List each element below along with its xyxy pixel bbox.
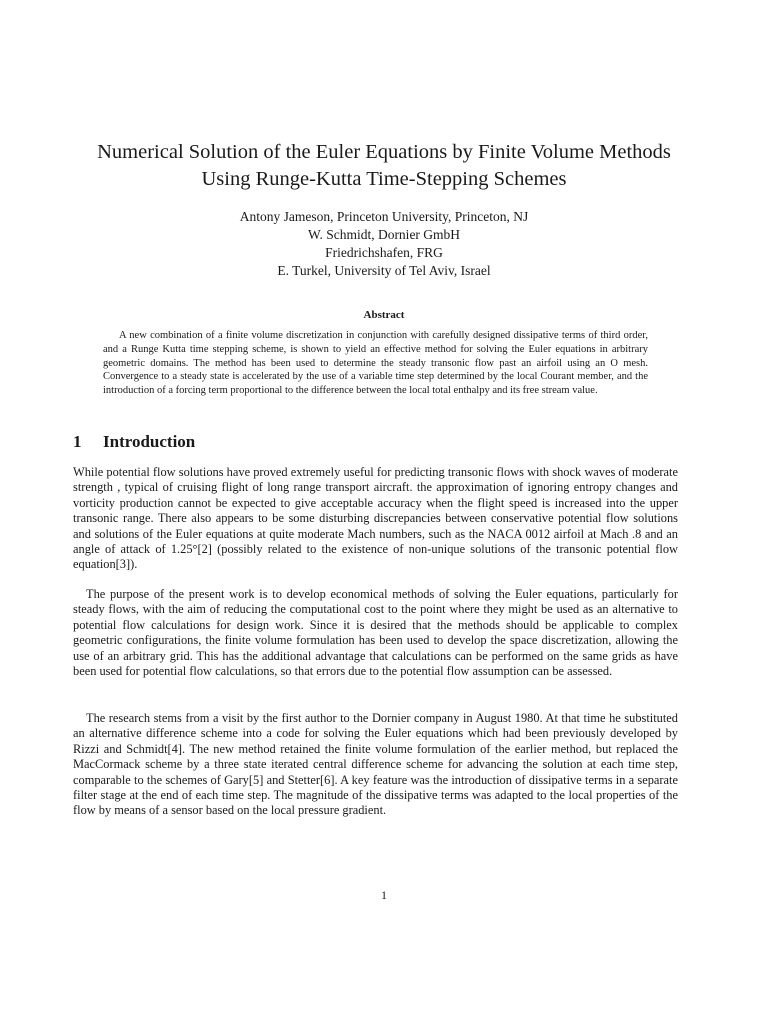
section-heading [73, 432, 195, 452]
paper-title [40, 139, 728, 193]
section-title: Introduction [103, 432, 196, 451]
author-line: Antony Jameson, Princeton University, Princeton, NJ [239, 209, 529, 224]
body-paragraph: While potential flow solutions have proved extremely useful for predicting transonic flows with shock waves of moderate strength , typical of cruising flight of long range transport aircraft. the approximation of ignoring entropy changes and vorticity production cannot be expected to give acceptable accuracy when the flight speed is increased into the upper transonic range. There also appears to be some disturbing discrepancies between conservative potential flow solutions and solutions of the Euler equations at quite moderate Mach numbers, such as the NACA 0012 airfoil at Mach .8 and an angle of attack of 1.25°[2] (possibly related to the existence of non-unique solutions of the transonic potential flow equation[3]). [73, 465, 678, 572]
body-paragraph: The purpose of the present work is to develop economical methods of solving the Euler equations, particularly for steady flows, with the aim of reducing the computational cost to the point where they might be used as an alternative to potential flow calculations for design work. Since it is desired that the methods should be applicable to complex geometric configurations, the finite volume formulation has been used to develop the space discretization, allowing the use of an arbitrary grid. This has the additional advantage that calculations can be performed on the same grids as have been used for potential flow calculations, so that errors due to the potential flow assumption can be assessed. [73, 587, 678, 679]
author-line: E. Turkel, University of Tel Aviv, Israel [277, 263, 491, 278]
author-list [40, 208, 728, 280]
abstract-body: A new combination of a finite volume discretization in conjunction with carefully designed dissipative terms of third order, and a Runge Kutta time stepping scheme, is shown to yield an effective method for solving the Euler equations in arbitrary geometric domains. The method has been used to determine the steady transonic flow past an airfoil using an O mesh. Convergence to a steady state is accelerated by the use of a variable time step determined by the local Courant member, and the introduction of a forcing term proportional to the difference between the local total enthalpy and its free stream value. [103, 330, 648, 397]
body-paragraph: The research stems from a visit by the first author to the Dornier company in August 1980. At that time he substituted an alternative difference scheme into a code for solving the Euler equations which had been previously developed by Rizzi and Schmidt[4]. The new method retained the finite volume formulation of the earlier method, but replaced the MacCormack scheme by a three state iterated central difference scheme for advancing the solution at each time step, comparable to the schemes of Gary[5] and Stetter[6]. A key feature was the introduction of dissipative terms in a separate filter stage at the end of each time step. The magnitude of the dissipative terms was adapted to the local properties of the flow by means of a sensor based on the local pressure gradient. [73, 711, 678, 818]
author-line: Friedrichshafen, FRG [325, 245, 443, 260]
abstract-heading: Abstract [363, 309, 405, 321]
title-line: Numerical Solution of the Euler Equations by Finite Volume Methods [97, 141, 671, 163]
page-number: 1 [381, 888, 387, 902]
author-line: W. Schmidt, Dornier GmbH [307, 227, 461, 242]
section-number: 1 [73, 432, 82, 451]
title-line: Using Runge-Kutta Time-Stepping Schemes [201, 168, 567, 190]
